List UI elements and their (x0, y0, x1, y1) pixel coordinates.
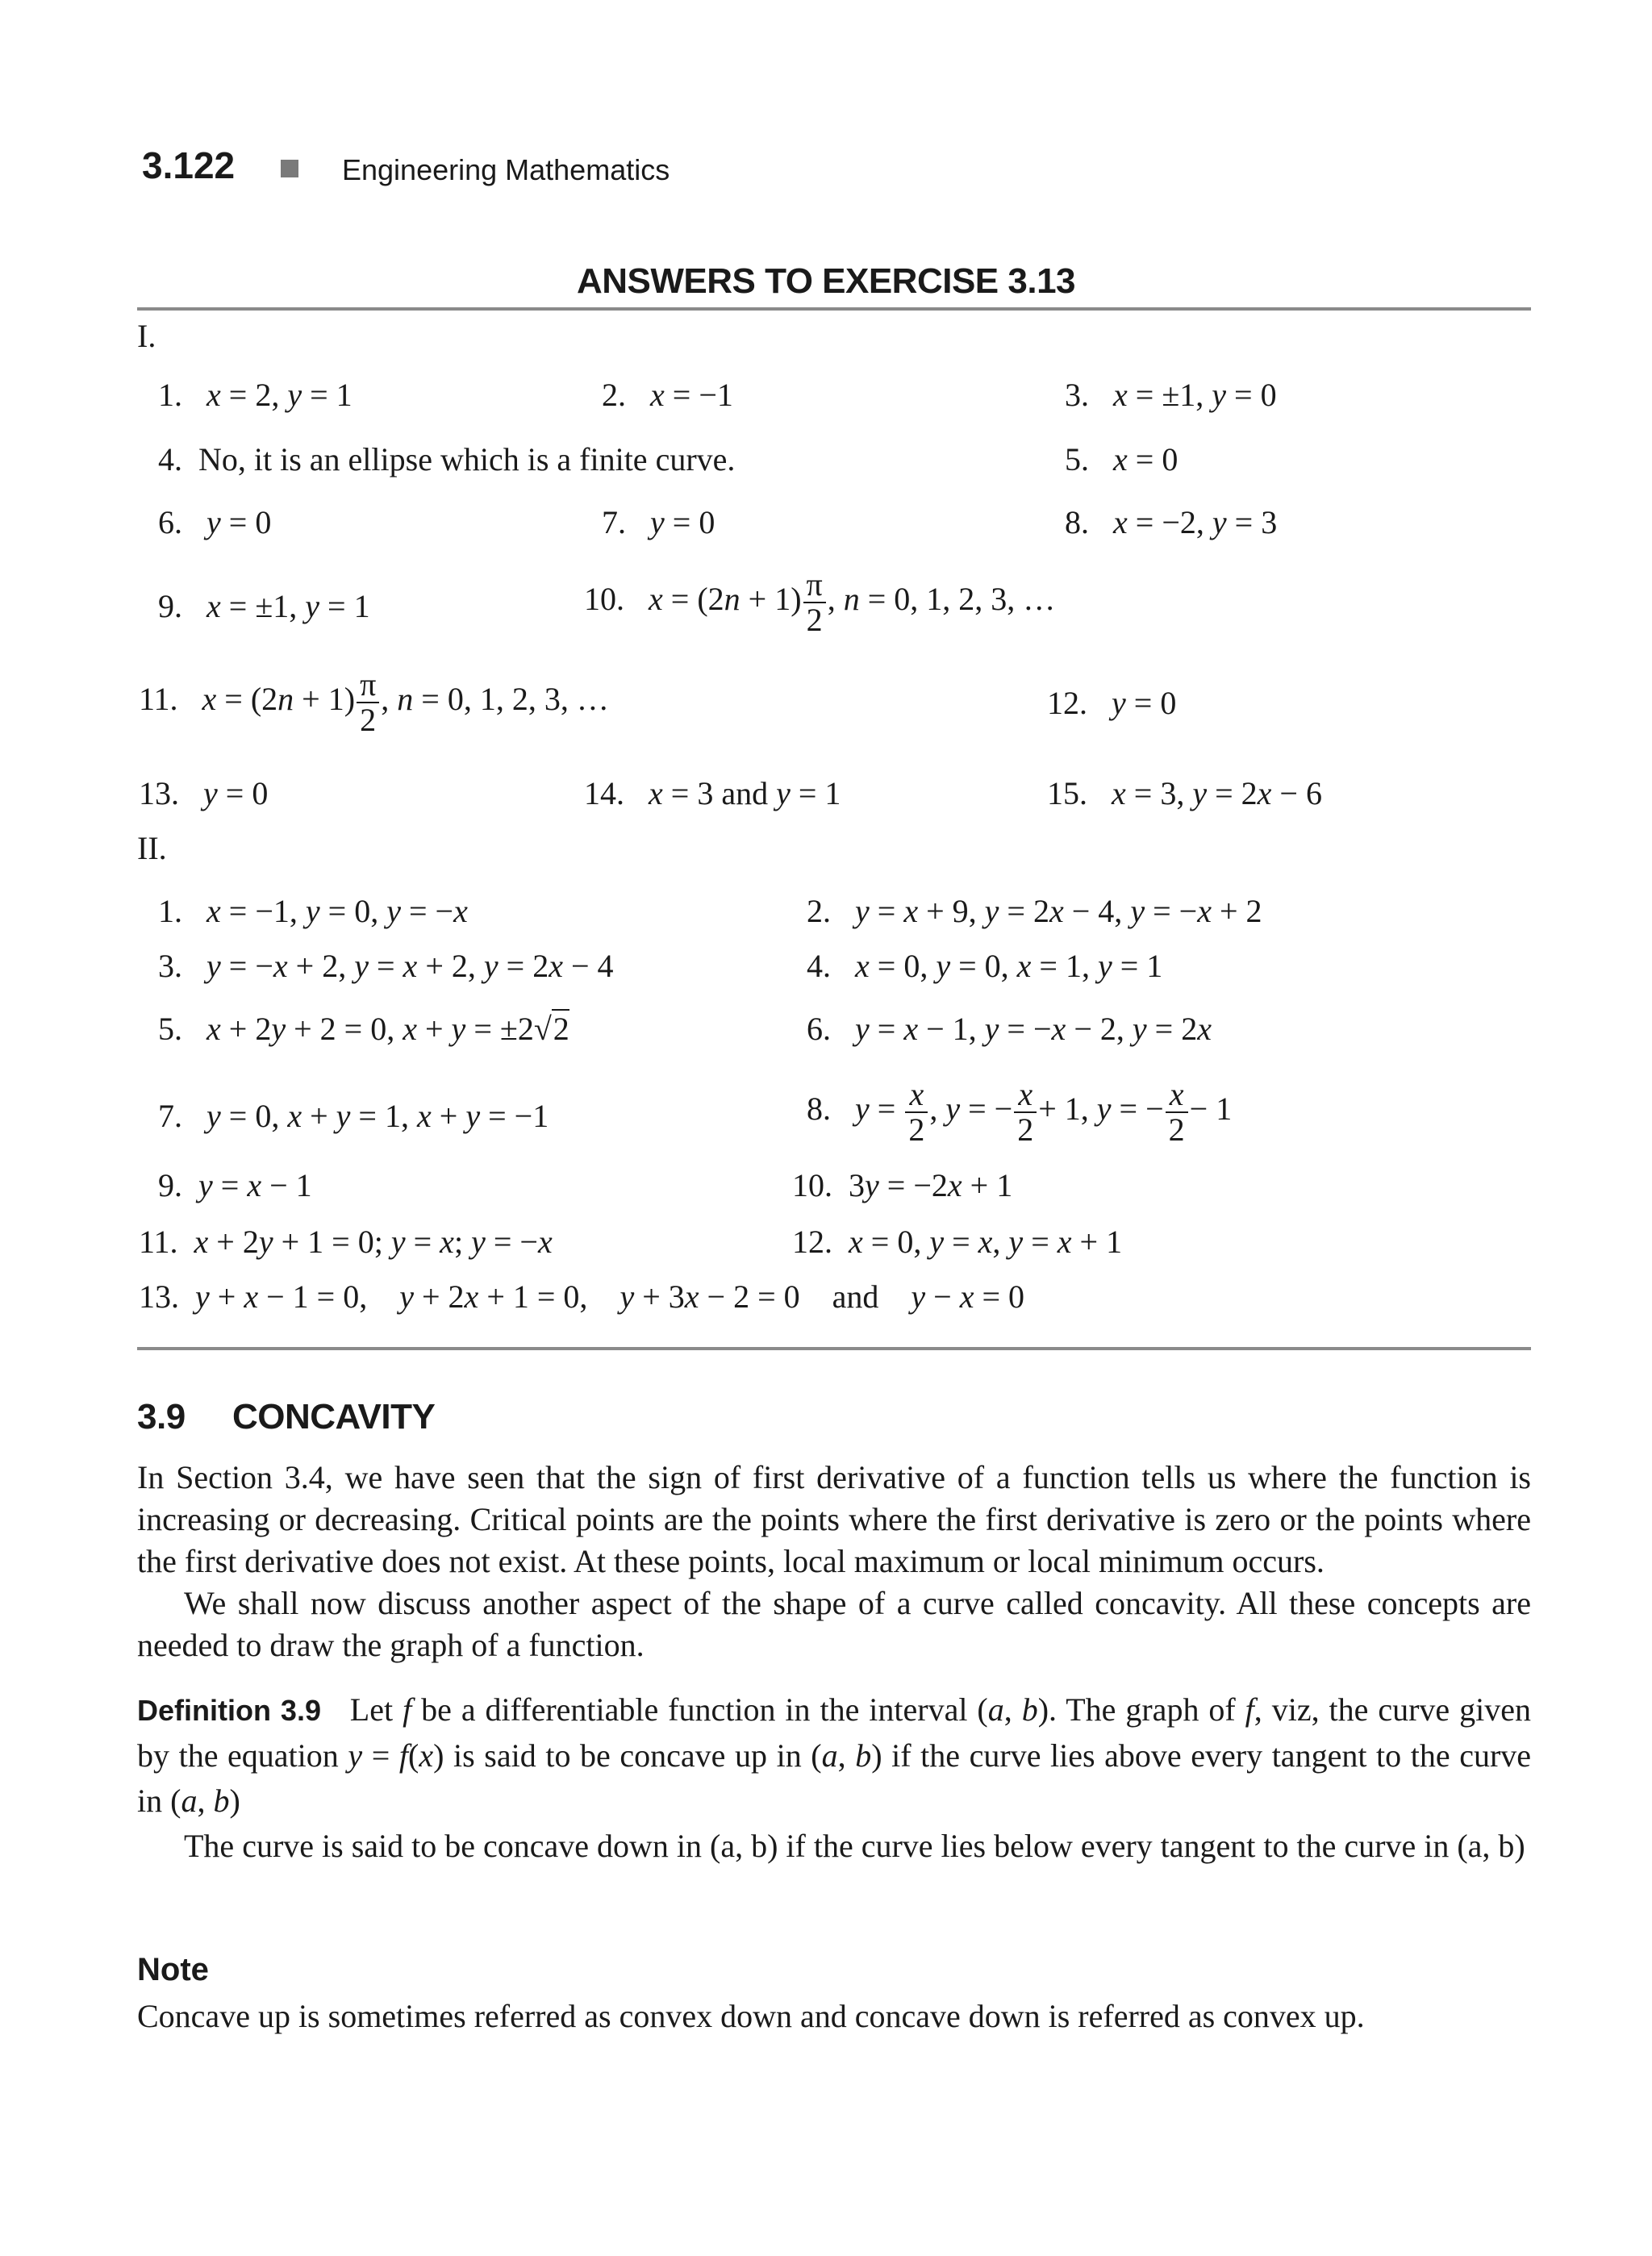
answers-bottom-rule (137, 1347, 1531, 1350)
definition (137, 1687, 1531, 1869)
answer-II-9: 9. y = x − 1 (158, 1167, 312, 1203)
answer-number: 1. (158, 377, 182, 413)
answer-II-13: 13. y + x − 1 = 0, y + 2x + 1 = 0, y + 3x − 2 = 0 and y − x = 0 (139, 1278, 1025, 1315)
answer-number: 15. (1047, 775, 1087, 811)
book-title: Engineering Mathematics (342, 153, 670, 186)
answer-number: 4. (807, 948, 831, 984)
answer-number: 6. (158, 504, 182, 540)
answer-II-2: 2. y = x + 9, y = 2x − 4, y = −x + 2 (807, 893, 1262, 929)
answer-number: 14. (584, 775, 624, 811)
separator-square-icon (281, 160, 298, 177)
answer-II-12: 12. x = 0, y = x, y = x + 1 (792, 1224, 1123, 1260)
answer-I-6: 6. y = 0 (158, 504, 272, 540)
answer-I-3: 3. x = ±1, y = 0 (1065, 377, 1277, 413)
answer-I-2: 2. x = −1 (602, 377, 733, 413)
answer-I-11: 11. x = (2n + 1) $\frac{\pi}{2}$ , n = 0, 1, 2, 3, … (139, 666, 609, 738)
answer-number: 9. (158, 1167, 182, 1203)
paragraph: In Section 3.4, we have seen that the sign of first derivative of a function tells us where the function is increasing or decreasing. Critical points are the points where the first derivative is zero or the points where the first derivative does not exist. At these points, local maximum or local minimum occurs. (137, 1459, 1531, 1579)
answer-I-8: 8. x = −2, y = 3 (1065, 504, 1278, 540)
answer-number: 12. (1047, 685, 1087, 721)
answer-number: 8. (807, 1090, 831, 1128)
page-number: 3.122 (142, 144, 236, 186)
answer-number: 1. (158, 893, 182, 929)
answer-number: 5. (1065, 441, 1089, 477)
answer-II-7: 7. y = 0, x + y = 1, x + y = −1 (158, 1098, 549, 1134)
answer-number: 2. (807, 893, 831, 929)
paragraph: The curve is said to be concave down in (a, b) if the curve lies below every tangent to the curve in (a, b) (184, 1828, 1525, 1864)
answer-number: 12. (792, 1224, 832, 1260)
answer-number: 10. (584, 581, 624, 618)
answer-II-8: 8. y = $\frac{x}{2}$ , y = − $\frac{x}{2}$ + 1, y = − $\frac{x}{2}$ − 1 (807, 1076, 1233, 1148)
answer-I-10: 10. x = (2n + 1) $\frac{\pi}{2}$ , n = 0, 1, 2, 3, … (584, 566, 1056, 638)
answer-number: 2. (602, 377, 626, 413)
fraction: $\frac{x}{2}$ (1014, 1078, 1037, 1147)
answer-I-14: 14. x = 3 and y = 1 (584, 775, 841, 811)
answer-number: 9. (158, 588, 182, 624)
answer-number: 6. (807, 1011, 831, 1047)
note-heading: Note (137, 1952, 209, 1987)
answer-I-15: 15. x = 3, y = 2x − 6 (1047, 775, 1322, 811)
answer-number: 13. (139, 1278, 179, 1315)
answer-I-9: 9. x = ±1, y = 1 (158, 588, 370, 624)
answer-I-1: 1. x = 2, y = 1 (158, 377, 353, 413)
paragraph: We shall now discuss another aspect of the shape of a curve called concavity. All these concepts are needed to draw the graph of a function. (137, 1585, 1531, 1663)
answer-II-5: 5. x + 2y + 2 = 0, x + y = ±2√2 (158, 1011, 569, 1047)
answer-I-7: 7. y = 0 (602, 504, 715, 540)
answer-number: 13. (139, 775, 179, 811)
answer-number: 5. (158, 1011, 182, 1047)
answer-I-4 (158, 440, 735, 479)
fraction: $\frac{\pi}{2}$ (357, 668, 379, 737)
note-text: Concave up is sometimes referred as convex down and concave down is referred as convex up. (137, 1998, 1365, 2034)
answer-II-6: 6. y = x − 1, y = −x − 2, y = 2x (807, 1011, 1212, 1047)
fraction: $\frac{x}{2}$ (905, 1078, 928, 1147)
answer-text: No, it is an ellipse which is a finite curve. (198, 441, 736, 477)
answer-I-12: 12. y = 0 (1047, 685, 1177, 721)
definition-label: Definition 3.9 (137, 1694, 321, 1727)
answers-top-rule (137, 307, 1531, 311)
answer-I-13: 13. y = 0 (139, 775, 269, 811)
fraction: $\frac{\pi}{2}$ (803, 568, 826, 637)
section-number: 3.9 (137, 1397, 186, 1437)
answer-number: 7. (158, 1098, 182, 1134)
section-body (137, 1457, 1531, 1666)
answer-II-1: 1. x = −1, y = 0, y = −x (158, 893, 468, 929)
answer-number: 10. (792, 1167, 832, 1203)
answer-number: 8. (1065, 504, 1089, 540)
answer-II-3: 3. y = −x + 2, y = x + 2, y = 2x − 4 (158, 948, 614, 984)
answer-number: 4. (158, 441, 182, 477)
definition-paragraph: Definition 3.9 Let f be a differentiable function in the interval (a, b). The graph of f, viz, the curve given by the equation y = f(x) is said to be concave up in (a, b) if the curve lies above every tangent to the curve in (a, b) (137, 1691, 1532, 1819)
answer-number: 3. (1065, 377, 1089, 413)
answer-number: 7. (602, 504, 626, 540)
answer-number: 3. (158, 948, 182, 984)
answer-number: 11. (139, 681, 178, 718)
answer-II-10: 10. 3y = −2x + 1 (792, 1167, 1013, 1203)
answer-number: 11. (139, 1224, 178, 1260)
section-II-label: II. (137, 830, 167, 866)
answer-II-11: 11. x + 2y + 1 = 0; y = x; y = −x (139, 1224, 553, 1260)
answers-title: ANSWERS TO EXERCISE 3.13 (576, 261, 1076, 301)
answer-II-4: 4. x = 0, y = 0, x = 1, y = 1 (807, 948, 1163, 984)
section-title: CONCAVITY (232, 1397, 436, 1437)
section-I-label: I. (137, 318, 156, 354)
fraction: $\frac{x}{2}$ (1166, 1078, 1188, 1147)
answer-I-5: 5. x = 0 (1065, 441, 1179, 477)
